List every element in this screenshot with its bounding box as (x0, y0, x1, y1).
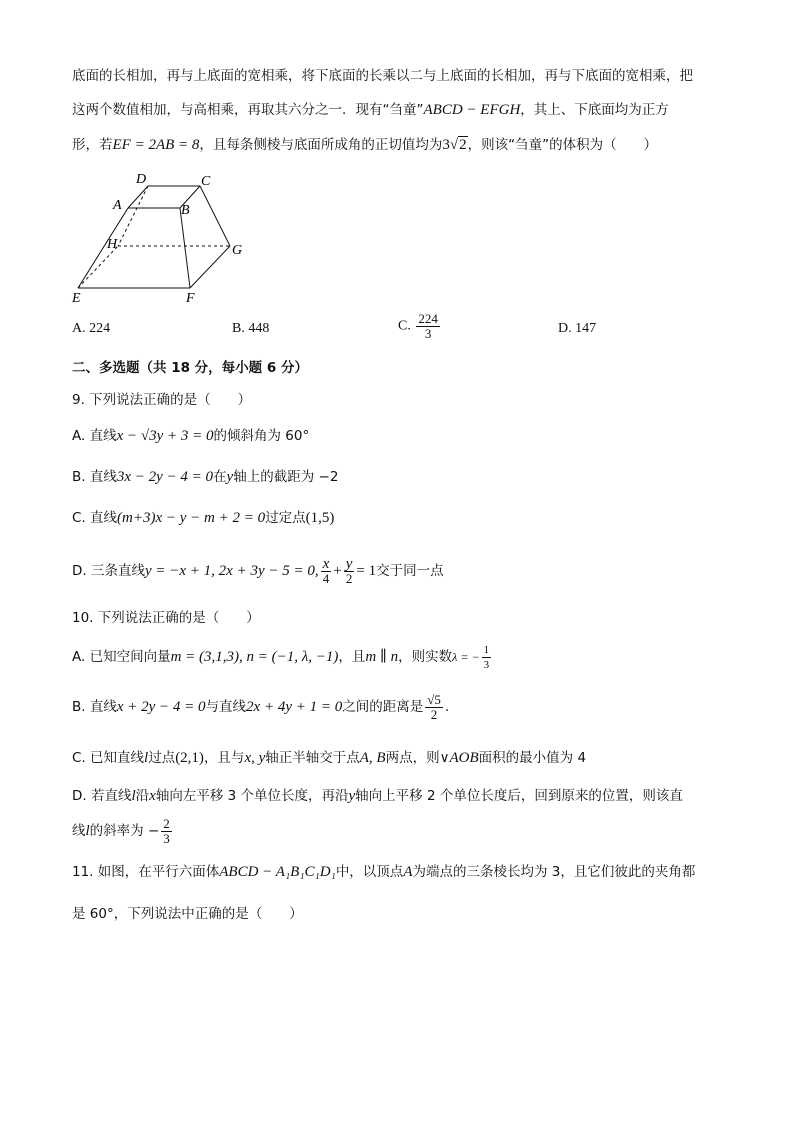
label-E: E (72, 291, 81, 306)
q8-frustum-figure (60, 168, 260, 308)
q8-edge-equation: EF = 2AB = 8 (112, 137, 200, 153)
q8-text-line-1: 底面的长相加，再与上底面的宽相乘，将下底面的长乘以二与上底面的长相加，再与下底面的宽相乘，把 (72, 68, 693, 84)
q9-option-b: B. 直线3x − 2y − 4 = 0在y轴上的截距为 −2 (72, 469, 339, 485)
q10-option-d-line-2: 线l的斜率为 − $\frac{2}{3}$ (72, 815, 170, 846)
edge-FG (190, 246, 230, 288)
q11-line-1: 11. 如图，在平行六面体ABCD − A₁B₁C₁D₁中，以顶点A为端点的三条棱长均为 3，且它们彼此的夹角都 (72, 864, 696, 880)
q10-stem: 10. 下列说法正确的是（ ） (72, 610, 260, 626)
label-A: A (113, 198, 122, 213)
q8-text-line-2: 这两个数值相加，与高相乘，再取其六分之一．现有“刍童”ABCD − EFGH，其上、下底面均为正方 (72, 102, 669, 118)
q8-tan-coef: 3 (442, 137, 450, 153)
q9-option-a: A. 直线x − √3y + 3 = 0的倾斜角为 60° (72, 428, 310, 444)
q9-option-d: D. 三条直线y = −x + 1, 2x + 3y − 5 = 0, $\frac{x}{4}$ + $\frac{y}{2}$ = 1交于同一点 (72, 555, 444, 586)
label-D: D (136, 172, 147, 187)
q8-option-c-fraction: $\frac{224}{3}$ (418, 311, 438, 341)
label-B: B (181, 203, 190, 218)
q10-option-b: B. 直线x + 2y − 4 = 0与直线2x + 4y + 1 = 0之间的距离是 $\frac{√5}{2}$ . (72, 691, 450, 722)
q8-tan-root: 2 (459, 137, 467, 153)
label-C: C (201, 174, 211, 189)
q10-option-c: C. 已知直线l过点(2,1)，且与x, y轴正半轴交于点A, B两点，则∨AOB面积的最小值为 4 (72, 750, 587, 766)
q10-option-a: A. 已知空间向量m = (3,1,3), n = (−1, λ, −1)，且m ∥ n，则实数λ = − $\frac{1}{3}$ (72, 643, 490, 671)
edge-EH-hidden (78, 246, 118, 288)
q8-text-line-3: 形，若EF = 2AB = 8，且每条侧棱与底面所成角的正切值均为3√2，则该“刍童”的体积为（ ） (72, 137, 658, 153)
edge-AD (128, 186, 148, 208)
q10-option-d-line-1: D. 若直线l沿x轴向左平移 3 个单位长度，再沿y轴向上平移 2 个单位长度后，回到原来的位置，则该直 (72, 788, 683, 804)
edge-BF (180, 208, 190, 288)
q11-line-2: 是 60°，下列说法中正确的是（ ） (72, 906, 303, 922)
section-2-title: 二、多选题（共 18 分，每小题 6 分） (72, 360, 308, 376)
q8-option-a: A. 224 (72, 321, 111, 336)
q8-option-d: D. 147 (558, 321, 597, 336)
label-G: G (232, 243, 243, 258)
label-F: F (186, 291, 195, 306)
edge-CG (200, 186, 230, 246)
label-H: H (107, 237, 118, 252)
edge-AE (78, 208, 128, 288)
q8-option-b: B. 448 (232, 321, 270, 336)
q9-stem: 9. 下列说法正确的是（ ） (72, 392, 252, 408)
q8-option-c: C. $\frac{224}{3}$ (398, 311, 438, 341)
q8-frustum-name: ABCD − EFGH (423, 102, 521, 118)
q9-option-c: C. 直线(m+3)x − y − m + 2 = 0过定点(1,5) (72, 510, 335, 526)
